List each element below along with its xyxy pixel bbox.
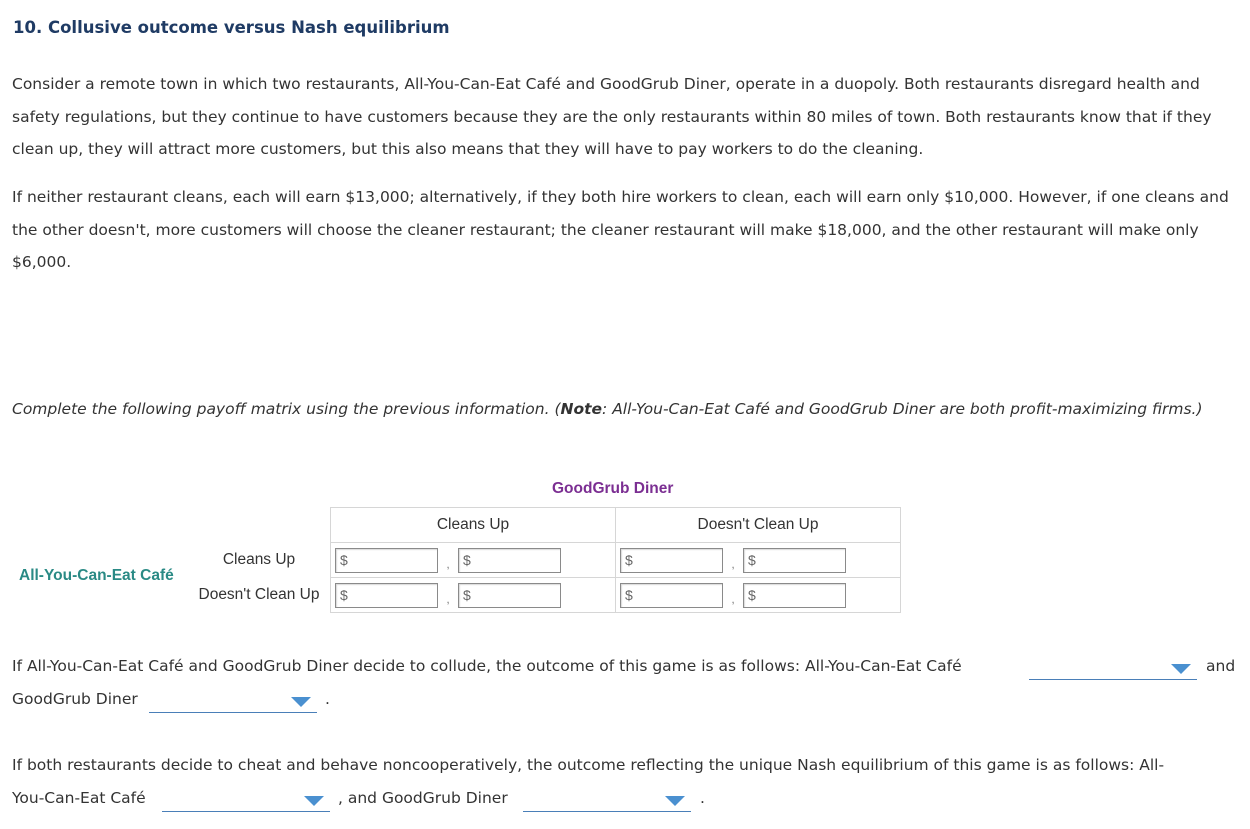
- intro-paragraph-2: If neither restaurant cleans, each will earn $13,000; alternatively, if they both hire workers to clean, each will earn only $10,000. However, if one cleans and the other doesn't, more customers will choose the cleaner restaurant; the cleaner restaurant will make $18,000, and the other restaurant will make only $6,000.: [12, 188, 1229, 272]
- note-label: Note: [560, 400, 603, 418]
- question-title: 10. Collusive outcome versus Nash equilibrium: [13, 18, 450, 37]
- collusion-period: .: [325, 690, 330, 708]
- instruction-after: : All-You-Can-Eat Café and GoodGrub Diner are both profit-maximizing firms.): [602, 400, 1203, 418]
- payoff-cell-doesnt-doesnt: [616, 578, 901, 613]
- payoff-input-column-player[interactable]: [743, 548, 846, 573]
- chevron-down-icon: [1171, 664, 1191, 674]
- dollar-sign: $: [748, 587, 756, 603]
- payoff-input-row-player[interactable]: [620, 548, 723, 573]
- payoff-input-column-player[interactable]: [458, 583, 561, 608]
- dollar-sign: $: [340, 552, 348, 568]
- instruction-text: [12, 393, 1244, 426]
- column-header-cleans-up: Cleans Up: [331, 508, 616, 543]
- payoff-matrix: [188, 507, 901, 613]
- payoff-separator: ,: [731, 592, 735, 606]
- payoff-input-row-player[interactable]: [335, 548, 438, 573]
- matrix-corner: [188, 508, 331, 543]
- column-header-doesnt-clean-up: Doesn't Clean Up: [616, 508, 901, 543]
- payoff-input-row-player[interactable]: [620, 583, 723, 608]
- collusion-diner-label: GoodGrub Diner: [12, 690, 138, 708]
- nash-period: .: [700, 789, 705, 807]
- intro-paragraph-1: Consider a remote town in which two restaurants, All-You-Can-Eat Café and GoodGrub Diner, operate in a duopoly. Both restaurants disregard health and safety regulations, but they continue to have customers because they are the only restaurants within 80 miles of town. Both restaurants know that if they clean up, they will attract more customers, but this also means that they will have to pay workers to do the cleaning.: [12, 75, 1212, 159]
- row-header-doesnt-clean-up: Doesn't Clean Up: [198, 586, 320, 603]
- collusion-and-text: and: [1206, 657, 1236, 675]
- dollar-sign: $: [625, 552, 633, 568]
- collusion-diner-dropdown[interactable]: [149, 692, 317, 713]
- payoff-separator: ,: [446, 592, 450, 606]
- dollar-sign: $: [748, 552, 756, 568]
- chevron-down-icon: [665, 796, 685, 806]
- chevron-down-icon: [304, 796, 324, 806]
- payoff-input-row-player[interactable]: [335, 583, 438, 608]
- dollar-sign: $: [625, 587, 633, 603]
- collusion-question-text: If All-You-Can-Eat Café and GoodGrub Diner decide to collude, the outcome of this game is as follows: All-You-Can-Eat Café: [12, 657, 962, 675]
- payoff-separator: ,: [731, 557, 735, 571]
- payoff-cell-cleans-doesnt: [616, 543, 901, 578]
- nash-question-text: If both restaurants decide to cheat and behave noncooperatively, the outcome reflecting the unique Nash equilibrium of this game is as follows: All-: [12, 756, 1165, 774]
- row-header-cleans-up: Cleans Up: [222, 551, 296, 568]
- chevron-down-icon: [291, 697, 311, 707]
- column-player-label: GoodGrub Diner: [552, 480, 674, 497]
- nash-diner-dropdown[interactable]: [523, 791, 691, 812]
- payoff-cell-cleans-cleans: [331, 543, 616, 578]
- dollar-sign: $: [340, 587, 348, 603]
- nash-cafe-label: You-Can-Eat Café: [12, 789, 146, 807]
- dollar-sign: $: [463, 587, 471, 603]
- row-player-label: All-You-Can-Eat Café: [19, 567, 174, 584]
- payoff-cell-doesnt-cleans: [331, 578, 616, 613]
- collusion-cafe-dropdown[interactable]: [1029, 659, 1197, 680]
- payoff-separator: ,: [446, 557, 450, 571]
- payoff-input-column-player[interactable]: [743, 583, 846, 608]
- payoff-input-column-player[interactable]: [458, 548, 561, 573]
- nash-cafe-dropdown[interactable]: [162, 791, 330, 812]
- instruction-before: Complete the following payoff matrix using the previous information. (: [12, 400, 561, 418]
- dollar-sign: $: [463, 552, 471, 568]
- nash-diner-label: , and GoodGrub Diner: [338, 789, 508, 807]
